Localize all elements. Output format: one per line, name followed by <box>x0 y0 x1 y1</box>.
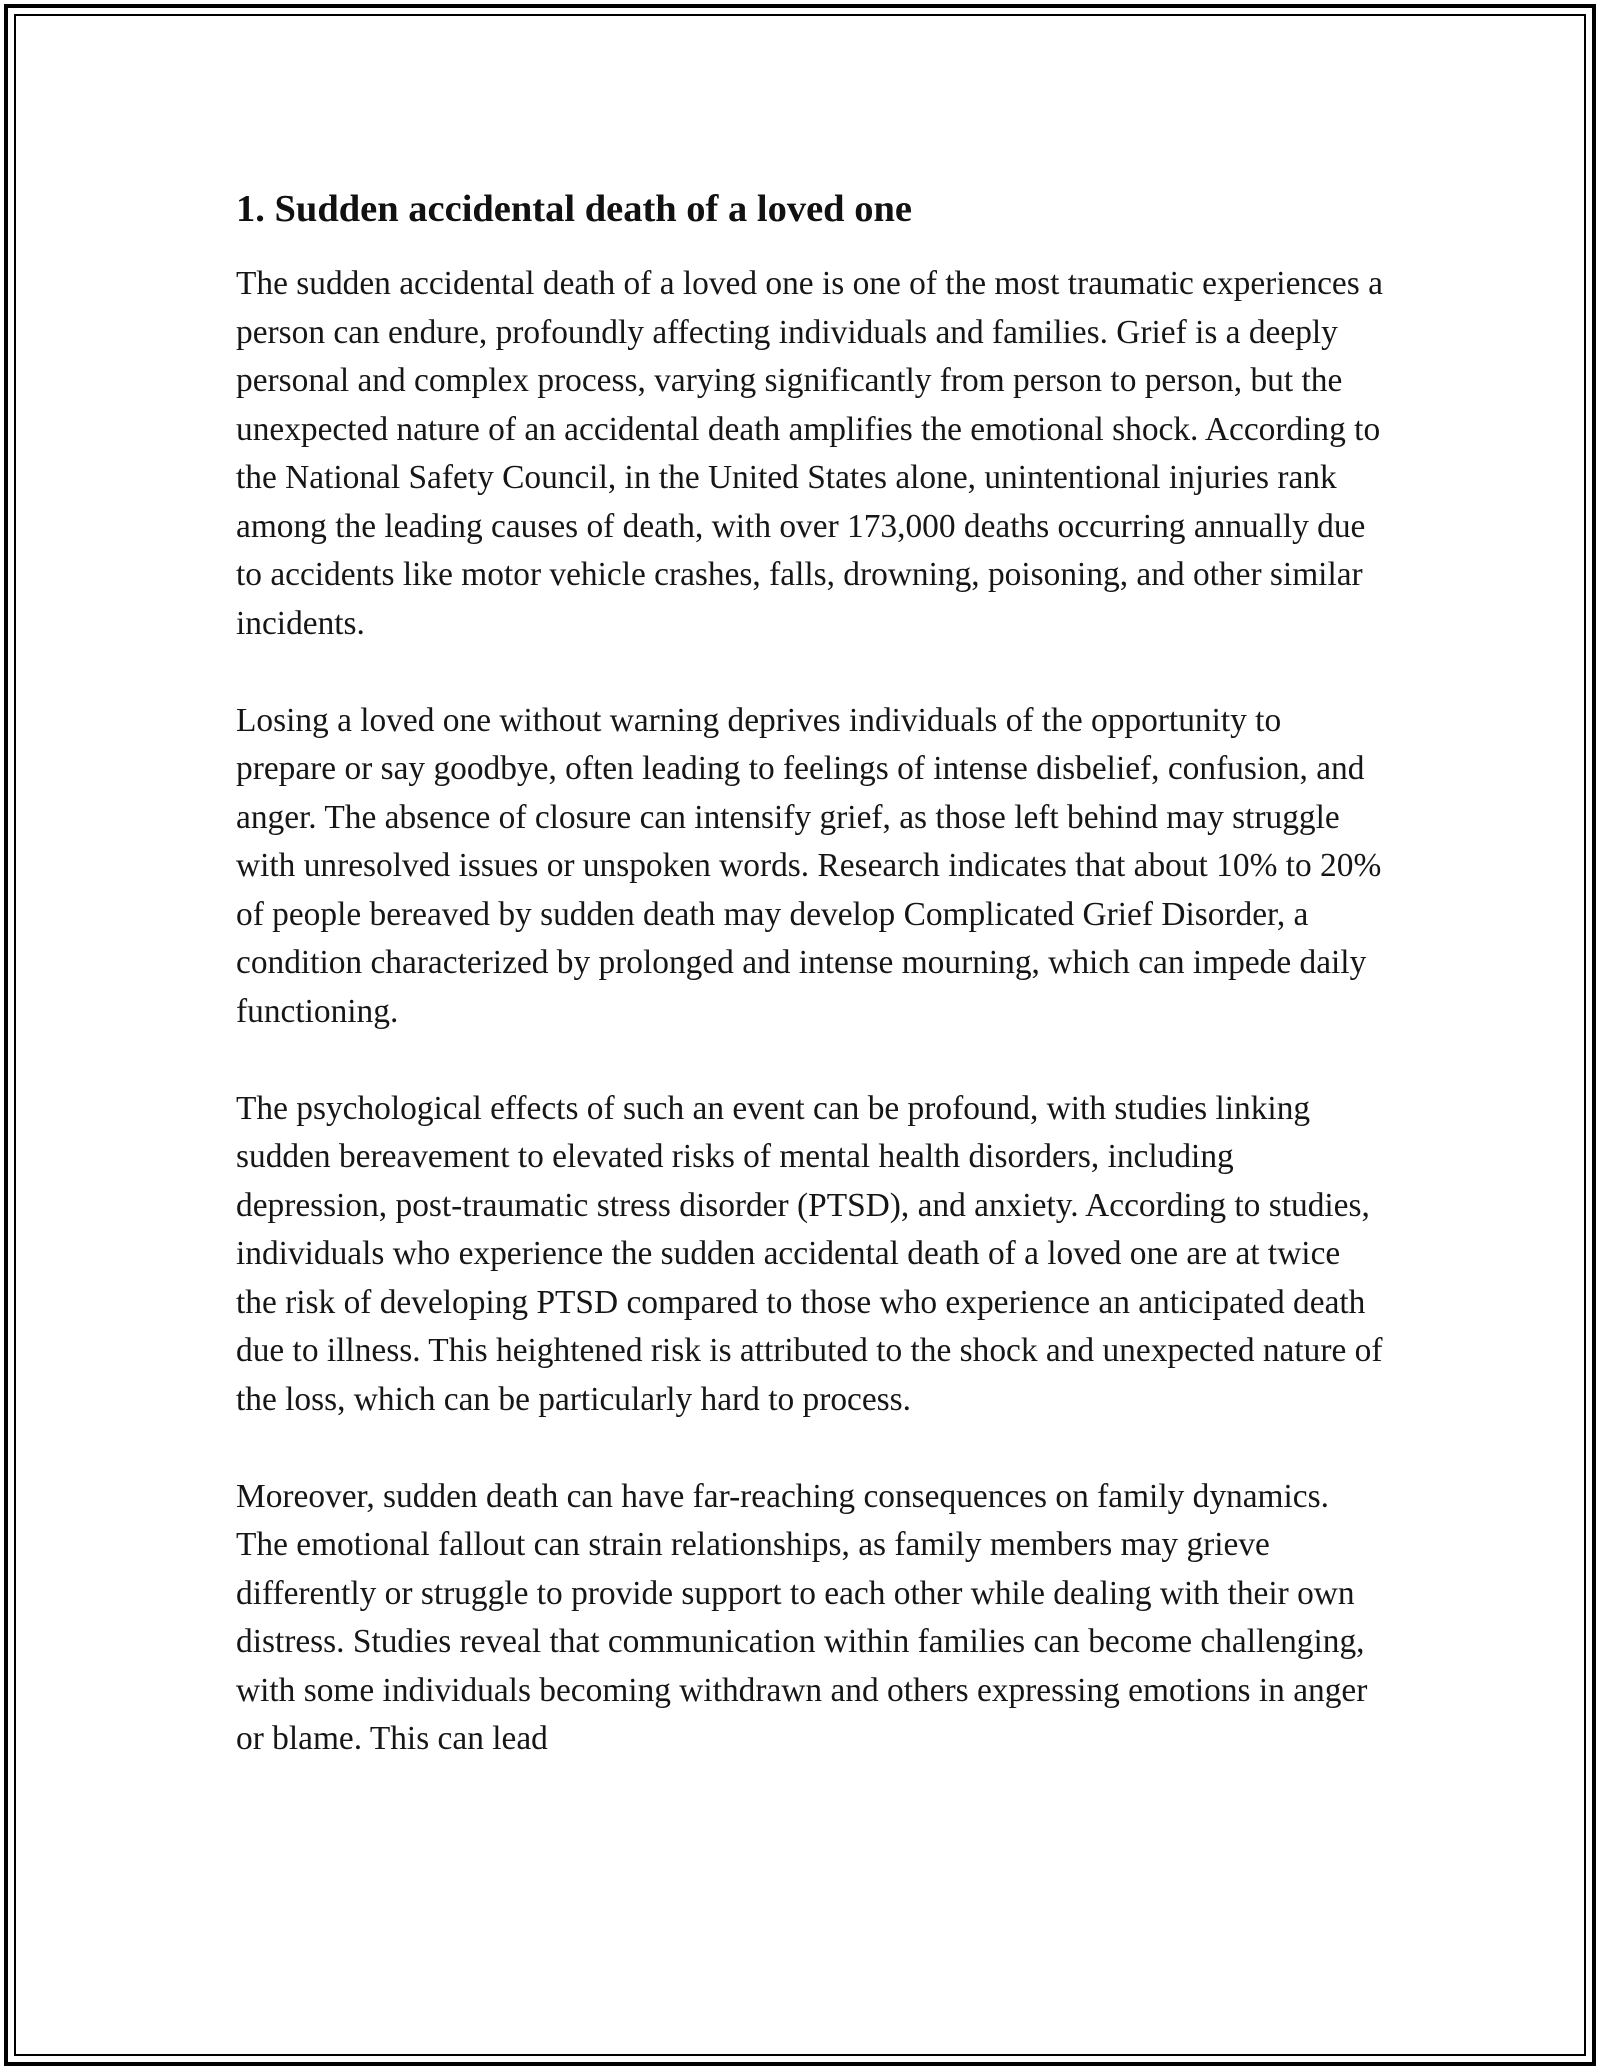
paragraph-4: Moreover, sudden death can have far-reaching consequences on family dynamics. The emotional fallout can strain relationships, as family members may grieve differently or struggle to provide support to each other while dealing with their own distress. Studies reveal that communication within families can become challenging, with some individuals becoming withdrawn and others expressing emotions in anger or blame. This can lead <box>236 1477 1368 1758</box>
section-heading: 1. Sudden accidental death of a loved one <box>236 188 912 230</box>
paragraph-2: Losing a loved one without warning deprives individuals of the opportunity to prepare or say goodbye, often leading to feelings of intense disbelief, confusion, and anger. The absence of closure can intensify grief, as those left behind may struggle with unresolved issues or unspoken words. Research indicates that about 10% to 20% of people bereaved by sudden death may develop Complicated Grief Disorder, a condition characterized by prolonged and intense mourning, which can impede daily functioning. <box>236 701 1382 1030</box>
document-page <box>236 186 1386 1812</box>
paragraph-1: The sudden accidental death of a loved one is one of the most traumatic experiences a person can endure, profoundly affecting individuals and families. Grief is a deeply personal and complex process, varying significantly from person to person, but the unexpected nature of an accidental death amplifies the emotional shock. According to the National Safety Council, in the United States alone, unintentional injuries rank among the leading causes of death, with over 173,000 deaths occurring annually due to accidents like motor vehicle crashes, falls, drowning, poisoning, and other similar incidents. <box>236 265 1383 642</box>
paragraph-3: The psychological effects of such an event can be profound, with studies linking sudden bereavement to elevated risks of mental health disorders, including depression, post-traumatic stress disorder (PTSD), and anxiety. According to studies, individuals who experience the sudden accidental death of a loved one are at twice the risk of developing PTSD compared to those who experience an anticipated death due to illness. This heightened risk is attributed to the shock and unexpected nature of the loss, which can be particularly hard to process. <box>236 1089 1383 1418</box>
